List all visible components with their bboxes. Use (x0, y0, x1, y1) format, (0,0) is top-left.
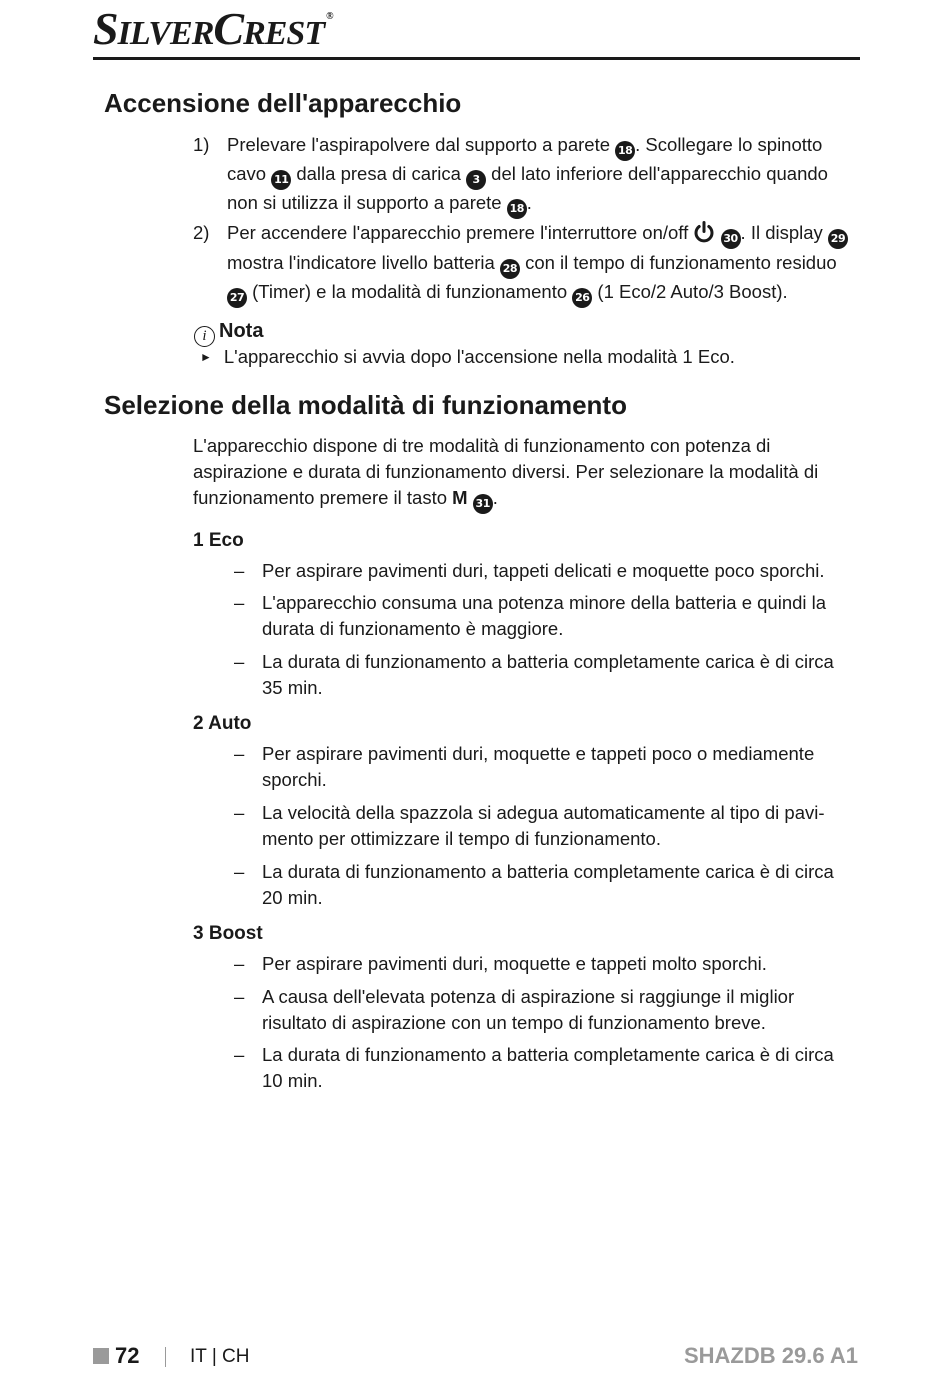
callout-badge: 30 (721, 229, 741, 249)
step-text: Prelevare l'aspirapolvere dal supporto a parete 18 . Scollegare lo spinotto cavo 11 dalla presa di carica 3 del lato inferiore dell'apparecchio quando non si utilizza il supporto a parete 18 . (227, 132, 863, 219)
callout-badge: 31 (473, 494, 493, 514)
list-item: – La durata di funzionamento a batteria completamente carica è di circa 35 min. (234, 651, 834, 698)
note-item (200, 344, 735, 370)
registered-mark: ® (326, 11, 333, 22)
step-1 (193, 132, 863, 219)
callout-badge: 29 (828, 229, 848, 249)
note-title: Nota (219, 320, 264, 342)
note-text: L'apparecchio si avvia dopo l'accensione nella modalità 1 Eco. (223, 346, 735, 367)
mode-heading-eco: 1 Eco (193, 530, 244, 551)
note-heading (194, 318, 263, 347)
brand-letter: S (93, 3, 118, 54)
section-title-mode-selection: Selezione della modalità di funzionamento (104, 390, 627, 420)
power-icon (693, 221, 715, 250)
list-item: – Per aspirare pavimenti duri, moquette e tappeti molto sporchi. (234, 953, 767, 974)
brand-letters: ILVER (117, 15, 214, 52)
step-2 (193, 220, 863, 308)
callout-badge: 11 (271, 170, 291, 190)
info-icon: i (194, 326, 215, 347)
list-item: – La durata di funzionamento a batteria completamente carica è di circa 10 min. (234, 1044, 834, 1091)
callout-badge: 18 (615, 141, 635, 161)
step-text: Per accendere l'apparecchio premere l'interruttore on/off 30 . Il display 29 mostra l'indicatore livello batteria 28 con il tempo di funzionamento residuo 27 (Timer) e la modalità di funzionamento 26 (1 Eco/2 Auto/3 Boost). (227, 220, 863, 308)
key-label: M (452, 487, 468, 508)
triangle-bullet-icon: ► (200, 350, 212, 364)
list-item: – Per aspirare pavimenti duri, moquette e tappeti poco o mediamente sporchi. (234, 743, 815, 790)
footer-square-icon (93, 1348, 109, 1364)
brand-letter: C (213, 3, 244, 54)
list-item: – Per aspirare pavimenti duri, tappeti delicati e moquette poco sporchi. (234, 560, 825, 581)
page-number: 72 (115, 1343, 140, 1368)
callout-badge: 3 (466, 170, 486, 190)
list-item: – La velocità della spazzola si adegua automaticamente al tipo di pavi-mento per ottimizzare il tempo di funzionamento. (234, 802, 825, 849)
brand-logo (93, 3, 333, 54)
step-number: 1) (193, 134, 210, 155)
callout-badge: 27 (227, 288, 247, 308)
header-rule (93, 57, 860, 60)
callout-badge: 18 (507, 199, 527, 219)
list-item: – La durata di funzionamento a batteria completamente carica è di circa 20 min. (234, 861, 834, 908)
mode-heading-boost: 3 Boost (193, 923, 263, 944)
callout-badge: 26 (572, 288, 592, 308)
brand-letters: REST (243, 15, 325, 52)
intro-paragraph: L'apparecchio dispone di tre modalità di funzionamento con potenza di aspirazione e durata di funzionamento diversi. Per selezionare la modalità di funzionamento premere il tasto M 31 . (193, 433, 843, 514)
language-label: IT | CH (190, 1346, 250, 1367)
footer-divider (165, 1347, 166, 1367)
step-number: 2) (193, 222, 210, 243)
list-item: – A causa dell'elevata potenza di aspirazione si raggiunge il miglior risultato di aspirazione con un tempo di funzionamento breve. (234, 986, 795, 1033)
mode-heading-auto: 2 Auto (193, 713, 252, 734)
callout-badge: 28 (500, 259, 520, 279)
section-title-power-on: Accensione dell'apparecchio (104, 88, 462, 118)
list-item: – L'apparecchio consuma una potenza minore della batteria e quindi la durata di funzionamento è maggiore. (234, 592, 827, 639)
model-number: SHAZDB 29.6 A1 (683, 1343, 858, 1368)
